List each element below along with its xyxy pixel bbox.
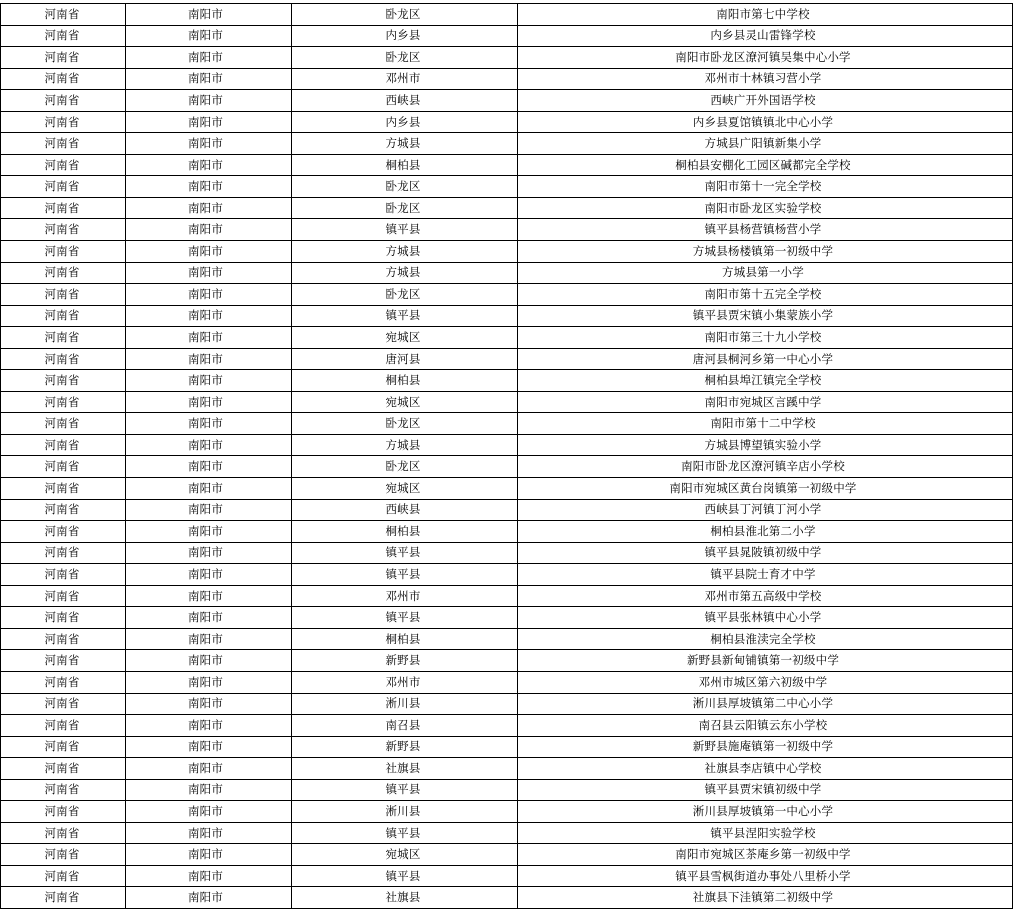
province-cell: 河南省 (1, 628, 126, 650)
school-name-cell: 新野县新甸铺镇第一初级中学 (518, 650, 1013, 672)
province-cell: 河南省 (1, 887, 126, 909)
school-name-cell: 镇平县贾宋镇初级中学 (518, 779, 1013, 801)
table-row (1, 715, 1013, 737)
district-cell: 西峡县 (292, 499, 518, 521)
district-cell: 新野县 (292, 650, 518, 672)
province-cell: 河南省 (1, 219, 126, 241)
province-cell: 河南省 (1, 564, 126, 586)
district-cell: 宛城区 (292, 327, 518, 349)
province-cell: 河南省 (1, 865, 126, 887)
table-row (1, 585, 1013, 607)
table-row (1, 456, 1013, 478)
school-name-cell: 镇平县院士育才中学 (518, 564, 1013, 586)
province-cell: 河南省 (1, 671, 126, 693)
city-cell: 南阳市 (126, 197, 292, 219)
school-name-cell: 镇平县涅阳实验学校 (518, 822, 1013, 844)
school-name-cell: 南阳市第七中学校 (518, 4, 1013, 26)
province-cell: 河南省 (1, 801, 126, 823)
city-cell: 南阳市 (126, 434, 292, 456)
district-cell: 宛城区 (292, 844, 518, 866)
table-row (1, 779, 1013, 801)
district-cell: 镇平县 (292, 779, 518, 801)
table-row (1, 68, 1013, 90)
district-cell: 方城县 (292, 434, 518, 456)
city-cell: 南阳市 (126, 715, 292, 737)
city-cell: 南阳市 (126, 90, 292, 112)
city-cell: 南阳市 (126, 262, 292, 284)
district-cell: 镇平县 (292, 219, 518, 241)
table-row (1, 47, 1013, 69)
district-cell: 卧龙区 (292, 47, 518, 69)
table-row (1, 434, 1013, 456)
city-cell: 南阳市 (126, 327, 292, 349)
district-cell: 邓州市 (292, 585, 518, 607)
table-row (1, 887, 1013, 909)
province-cell: 河南省 (1, 736, 126, 758)
school-name-cell: 唐河县桐河乡第一中心小学 (518, 348, 1013, 370)
district-cell: 方城县 (292, 133, 518, 155)
table-row (1, 219, 1013, 241)
school-name-cell: 社旗县下洼镇第二初级中学 (518, 887, 1013, 909)
province-cell: 河南省 (1, 25, 126, 47)
city-cell: 南阳市 (126, 478, 292, 500)
district-cell: 唐河县 (292, 348, 518, 370)
city-cell: 南阳市 (126, 284, 292, 306)
province-cell: 河南省 (1, 478, 126, 500)
city-cell: 南阳市 (126, 844, 292, 866)
school-name-cell: 镇平县晁陂镇初级中学 (518, 542, 1013, 564)
city-cell: 南阳市 (126, 822, 292, 844)
city-cell: 南阳市 (126, 521, 292, 543)
school-name-cell: 南阳市第三十九小学校 (518, 327, 1013, 349)
city-cell: 南阳市 (126, 370, 292, 392)
district-cell: 镇平县 (292, 564, 518, 586)
district-cell: 方城县 (292, 241, 518, 263)
district-cell: 方城县 (292, 262, 518, 284)
city-cell: 南阳市 (126, 456, 292, 478)
city-cell: 南阳市 (126, 413, 292, 435)
table-row (1, 758, 1013, 780)
district-cell: 淅川县 (292, 801, 518, 823)
city-cell: 南阳市 (126, 219, 292, 241)
district-cell: 社旗县 (292, 758, 518, 780)
school-name-cell: 南阳市卧龙区潦河镇吴集中心小学 (518, 47, 1013, 69)
district-cell: 卧龙区 (292, 456, 518, 478)
school-name-cell: 南阳市卧龙区实验学校 (518, 197, 1013, 219)
school-name-cell: 邓州市第五高级中学校 (518, 585, 1013, 607)
school-name-cell: 淅川县厚坡镇第二中心小学 (518, 693, 1013, 715)
table-row (1, 176, 1013, 198)
district-cell: 邓州市 (292, 68, 518, 90)
table-row (1, 327, 1013, 349)
school-name-cell: 南召县云阳镇云东小学校 (518, 715, 1013, 737)
district-cell: 宛城区 (292, 391, 518, 413)
district-cell: 镇平县 (292, 305, 518, 327)
table-row (1, 542, 1013, 564)
school-name-cell: 邓州市城区第六初级中学 (518, 671, 1013, 693)
province-cell: 河南省 (1, 133, 126, 155)
district-cell: 镇平县 (292, 607, 518, 629)
district-cell: 社旗县 (292, 887, 518, 909)
table-row (1, 650, 1013, 672)
district-cell: 南召县 (292, 715, 518, 737)
district-cell: 卧龙区 (292, 413, 518, 435)
table-row (1, 241, 1013, 263)
table-row (1, 284, 1013, 306)
table-row (1, 90, 1013, 112)
province-cell: 河南省 (1, 4, 126, 26)
city-cell: 南阳市 (126, 47, 292, 69)
province-cell: 河南省 (1, 542, 126, 564)
city-cell: 南阳市 (126, 865, 292, 887)
school-name-cell: 南阳市第十一完全学校 (518, 176, 1013, 198)
school-name-cell: 镇平县杨营镇杨营小学 (518, 219, 1013, 241)
city-cell: 南阳市 (126, 391, 292, 413)
table-row (1, 478, 1013, 500)
table-row (1, 391, 1013, 413)
city-cell: 南阳市 (126, 671, 292, 693)
school-name-cell: 方城县博望镇实验小学 (518, 434, 1013, 456)
school-name-cell: 新野县施庵镇第一初级中学 (518, 736, 1013, 758)
city-cell: 南阳市 (126, 154, 292, 176)
district-cell: 宛城区 (292, 478, 518, 500)
city-cell: 南阳市 (126, 585, 292, 607)
province-cell: 河南省 (1, 779, 126, 801)
table-row (1, 348, 1013, 370)
school-name-cell: 南阳市第十五完全学校 (518, 284, 1013, 306)
school-name-cell: 镇平县张林镇中心小学 (518, 607, 1013, 629)
school-name-cell: 内乡县灵山雷锋学校 (518, 25, 1013, 47)
city-cell: 南阳市 (126, 542, 292, 564)
city-cell: 南阳市 (126, 25, 292, 47)
city-cell: 南阳市 (126, 348, 292, 370)
table-row (1, 133, 1013, 155)
school-name-cell: 镇平县雪枫街道办事处八里桥小学 (518, 865, 1013, 887)
table-row (1, 262, 1013, 284)
table-row (1, 499, 1013, 521)
district-cell: 桐柏县 (292, 370, 518, 392)
school-name-cell: 镇平县贾宋镇小集蒙族小学 (518, 305, 1013, 327)
province-cell: 河南省 (1, 327, 126, 349)
table-row (1, 305, 1013, 327)
school-name-cell: 南阳市第十二中学校 (518, 413, 1013, 435)
province-cell: 河南省 (1, 241, 126, 263)
table-row (1, 607, 1013, 629)
province-cell: 河南省 (1, 90, 126, 112)
school-name-cell: 淅川县厚坡镇第一中心小学 (518, 801, 1013, 823)
school-list-sheet (0, 3, 1013, 909)
school-name-cell: 南阳市卧龙区潦河镇辛店小学校 (518, 456, 1013, 478)
table-row (1, 628, 1013, 650)
province-cell: 河南省 (1, 822, 126, 844)
table-row (1, 521, 1013, 543)
school-name-cell: 邓州市十林镇习营小学 (518, 68, 1013, 90)
city-cell: 南阳市 (126, 176, 292, 198)
table-row (1, 197, 1013, 219)
table-row (1, 111, 1013, 133)
city-cell: 南阳市 (126, 305, 292, 327)
city-cell: 南阳市 (126, 758, 292, 780)
province-cell: 河南省 (1, 456, 126, 478)
province-cell: 河南省 (1, 434, 126, 456)
table-row (1, 413, 1013, 435)
table-row (1, 25, 1013, 47)
district-cell: 镇平县 (292, 822, 518, 844)
district-cell: 镇平县 (292, 542, 518, 564)
table-row (1, 736, 1013, 758)
district-cell: 新野县 (292, 736, 518, 758)
school-name-cell: 桐柏县埠江镇完全学校 (518, 370, 1013, 392)
province-cell: 河南省 (1, 758, 126, 780)
school-name-cell: 方城县广阳镇新集小学 (518, 133, 1013, 155)
district-cell: 卧龙区 (292, 197, 518, 219)
province-cell: 河南省 (1, 693, 126, 715)
province-cell: 河南省 (1, 370, 126, 392)
table-body (1, 4, 1013, 909)
city-cell: 南阳市 (126, 68, 292, 90)
district-cell: 镇平县 (292, 865, 518, 887)
city-cell: 南阳市 (126, 499, 292, 521)
province-cell: 河南省 (1, 650, 126, 672)
table-row (1, 564, 1013, 586)
province-cell: 河南省 (1, 154, 126, 176)
province-cell: 河南省 (1, 499, 126, 521)
province-cell: 河南省 (1, 607, 126, 629)
school-name-cell: 西峡县丁河镇丁河小学 (518, 499, 1013, 521)
school-name-cell: 桐柏县淮渎完全学校 (518, 628, 1013, 650)
province-cell: 河南省 (1, 176, 126, 198)
school-name-cell: 内乡县夏馆镇镇北中心小学 (518, 111, 1013, 133)
school-name-cell: 南阳市宛城区黄台岗镇第一初级中学 (518, 478, 1013, 500)
city-cell: 南阳市 (126, 736, 292, 758)
school-name-cell: 南阳市宛城区茶庵乡第一初级中学 (518, 844, 1013, 866)
province-cell: 河南省 (1, 284, 126, 306)
school-name-cell: 南阳市宛城区言蹊中学 (518, 391, 1013, 413)
district-cell: 桐柏县 (292, 628, 518, 650)
province-cell: 河南省 (1, 47, 126, 69)
city-cell: 南阳市 (126, 801, 292, 823)
province-cell: 河南省 (1, 305, 126, 327)
table-row (1, 865, 1013, 887)
city-cell: 南阳市 (126, 111, 292, 133)
city-cell: 南阳市 (126, 564, 292, 586)
district-cell: 桐柏县 (292, 154, 518, 176)
district-cell: 卧龙区 (292, 176, 518, 198)
city-cell: 南阳市 (126, 607, 292, 629)
school-name-cell: 方城县第一小学 (518, 262, 1013, 284)
table-row (1, 822, 1013, 844)
province-cell: 河南省 (1, 391, 126, 413)
school-name-cell: 西峡广开外国语学校 (518, 90, 1013, 112)
district-cell: 西峡县 (292, 90, 518, 112)
school-name-cell: 桐柏县安棚化工园区碱都完全学校 (518, 154, 1013, 176)
district-cell: 内乡县 (292, 25, 518, 47)
district-cell: 淅川县 (292, 693, 518, 715)
table-row (1, 671, 1013, 693)
district-cell: 邓州市 (292, 671, 518, 693)
table-row (1, 844, 1013, 866)
province-cell: 河南省 (1, 111, 126, 133)
province-cell: 河南省 (1, 348, 126, 370)
table-row (1, 154, 1013, 176)
school-name-cell: 社旗县李店镇中心学校 (518, 758, 1013, 780)
table-row (1, 4, 1013, 26)
city-cell: 南阳市 (126, 779, 292, 801)
province-cell: 河南省 (1, 68, 126, 90)
school-name-cell: 桐柏县淮北第二小学 (518, 521, 1013, 543)
school-name-cell: 方城县杨楼镇第一初级中学 (518, 241, 1013, 263)
province-cell: 河南省 (1, 197, 126, 219)
city-cell: 南阳市 (126, 241, 292, 263)
city-cell: 南阳市 (126, 628, 292, 650)
province-cell: 河南省 (1, 413, 126, 435)
province-cell: 河南省 (1, 715, 126, 737)
district-cell: 卧龙区 (292, 284, 518, 306)
province-cell: 河南省 (1, 585, 126, 607)
province-cell: 河南省 (1, 844, 126, 866)
province-cell: 河南省 (1, 521, 126, 543)
table-row (1, 370, 1013, 392)
province-cell: 河南省 (1, 262, 126, 284)
table-row (1, 693, 1013, 715)
district-cell: 卧龙区 (292, 4, 518, 26)
school-list-table (0, 3, 1013, 909)
district-cell: 内乡县 (292, 111, 518, 133)
city-cell: 南阳市 (126, 4, 292, 26)
table-row (1, 801, 1013, 823)
district-cell: 桐柏县 (292, 521, 518, 543)
city-cell: 南阳市 (126, 650, 292, 672)
city-cell: 南阳市 (126, 133, 292, 155)
city-cell: 南阳市 (126, 693, 292, 715)
city-cell: 南阳市 (126, 887, 292, 909)
